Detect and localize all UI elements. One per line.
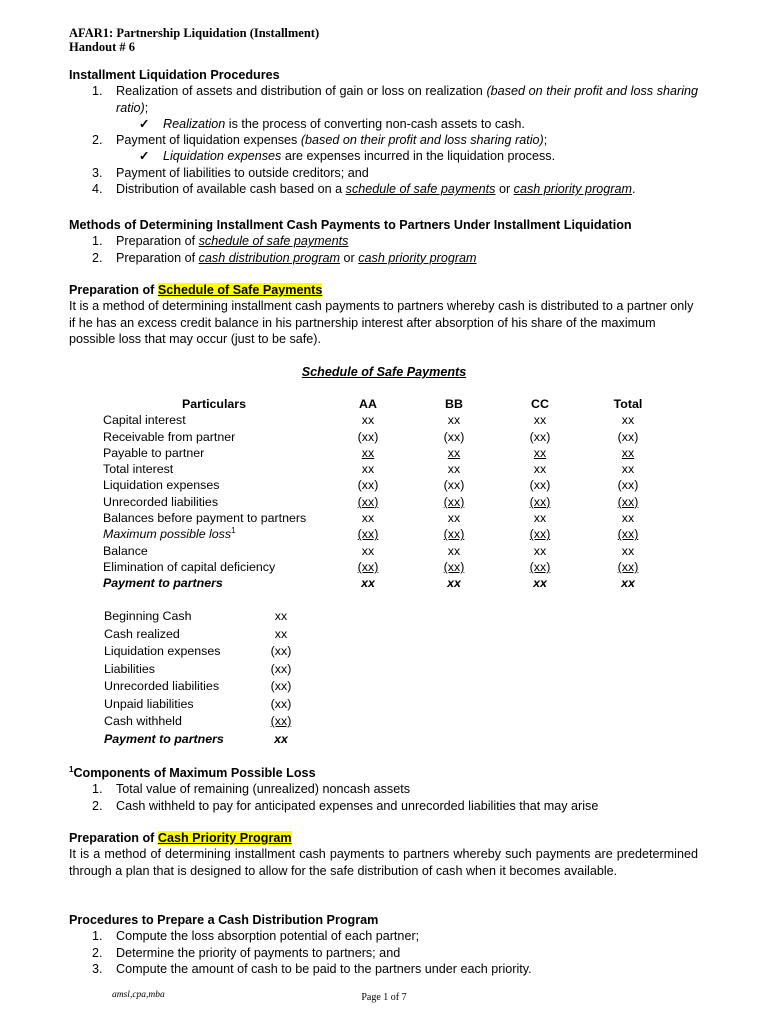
table-row — [101, 678, 318, 696]
row-label: Payment to partners — [104, 731, 224, 746]
item-underlined: schedule of safe payments — [345, 182, 496, 197]
table-cell: xx — [361, 511, 375, 526]
item-text: Preparation of — [116, 234, 199, 249]
row-label: Balance — [103, 543, 148, 558]
table-cell: xx — [621, 511, 635, 526]
table-row — [99, 412, 673, 428]
item-underlined: cash priority program — [358, 250, 477, 265]
table-cell: (xx) — [617, 527, 639, 542]
table-cell: xx — [361, 445, 375, 460]
check-item — [69, 116, 698, 132]
table-cell: (xx) — [443, 429, 465, 444]
check-icon: ✓ — [139, 116, 150, 131]
table-cell: xx — [621, 543, 635, 558]
row-label: Payable to partner — [103, 445, 205, 460]
item-text: Total value of remaining (unrealized) noncash assets — [116, 782, 411, 797]
table-cell: xx — [447, 543, 461, 558]
item-text: Determine the priority of payments to partners; and — [116, 945, 401, 960]
table-cell: xx — [447, 511, 461, 526]
table-cell: (xx) — [443, 559, 465, 574]
row-label: Unpaid liabilities — [104, 696, 194, 711]
methods-section — [69, 217, 698, 266]
table-cell: (xx) — [443, 478, 465, 493]
item-number: 3. — [92, 165, 103, 180]
safe-paragraph: It is a method of determining installment cash payments to partners whereby cash is distributed to a partner only if he has an excess credit balance in his partnership interest after absorption of his share of the maximum possible loss that may occur (just to be safe). — [69, 299, 694, 346]
list-item — [69, 250, 698, 266]
table-cell: xx — [621, 462, 635, 477]
check-term: Realization — [163, 116, 226, 131]
cdp-heading: Procedures to Prepare a Cash Distribution Program — [69, 913, 379, 927]
footer-author: amsl,cpa,mba — [112, 990, 165, 1000]
row-label: Receivable from partner — [103, 429, 236, 444]
item-number: 1. — [92, 929, 103, 944]
table-row — [99, 575, 673, 591]
table-cell: (xx) — [357, 559, 379, 574]
list-item — [69, 233, 698, 249]
item-text: Realization of assets and distribution of gain or loss on realization — [116, 84, 487, 99]
table-cell: xx — [533, 413, 547, 428]
list-item — [69, 83, 698, 116]
components-section — [69, 765, 698, 814]
table-row — [101, 661, 318, 679]
table-cell: (xx) — [357, 527, 379, 542]
row-label: Cash realized — [104, 626, 180, 641]
item-number: 2. — [92, 945, 103, 960]
col-header: Total — [613, 397, 643, 411]
list-item — [69, 132, 698, 148]
table-row — [99, 429, 673, 445]
item-number: 4. — [92, 182, 103, 197]
table-row — [99, 494, 673, 510]
check-text: are expenses incurred in the liquidation process. — [281, 149, 556, 164]
table-cell: (xx) — [617, 559, 639, 574]
item-text: Distribution of available cash based on a — [116, 182, 346, 197]
col-header: CC — [531, 397, 549, 411]
row-label: Elimination of capital deficiency — [103, 559, 276, 574]
row-label: Beginning Cash — [104, 609, 192, 623]
table-cell: xx — [447, 462, 461, 477]
list-item — [69, 781, 698, 797]
document-title: AFAR1: Partnership Liquidation (Installment) — [69, 26, 320, 40]
table-cell: xx — [447, 576, 461, 591]
table-row — [101, 731, 318, 749]
table-row — [99, 461, 673, 477]
row-label: Liquidation expenses — [104, 644, 221, 658]
table-row — [99, 510, 673, 526]
table-row — [99, 445, 673, 461]
item-number: 1. — [92, 234, 103, 249]
item-text: Compute the loss absorption potential of each partner; — [116, 929, 420, 944]
item-mid: or — [495, 182, 514, 197]
check-icon: ✓ — [139, 149, 150, 164]
item-italic: (based on their profit and loss sharing ratio) — [300, 133, 544, 148]
table-cell: (xx) — [617, 478, 639, 493]
item-text: Preparation of — [116, 250, 199, 265]
table-cell: (xx) — [357, 494, 379, 509]
priority-heading-pre: Preparation of — [69, 831, 158, 845]
check-text: is the process of converting non-cash assets to cash. — [225, 116, 525, 131]
item-italic: (based on their profit and loss sharing ratio) — [116, 84, 698, 115]
schedule-title: Schedule of Safe Payments — [301, 365, 467, 379]
safe-payments-section — [69, 282, 698, 347]
item-text: Payment of liabilities to outside creditors; and — [116, 165, 369, 180]
footer-page-number: Page 1 of 7 — [361, 992, 407, 1003]
priority-section — [69, 830, 698, 879]
check-term: Liquidation expenses — [163, 149, 282, 164]
cdp-list — [69, 928, 698, 977]
footnote-marker: 1 — [69, 764, 74, 774]
row-label: Balances before payment to partners — [103, 511, 307, 526]
item-tail: ; — [144, 100, 149, 115]
methods-heading: Methods of Determining Installment Cash Payments to Partners Under Installment Liquidation — [69, 218, 632, 232]
components-list — [69, 781, 698, 814]
methods-list — [69, 233, 698, 266]
priority-paragraph: It is a method of determining installment cash payments to partners whereby such payments are predetermined through a plan that is designed to allow for the safe distribution of cash when it becomes available. — [69, 847, 698, 878]
priority-heading-highlight: Cash Priority Program — [157, 831, 292, 845]
check-item — [69, 148, 698, 164]
table-cell: xx — [621, 576, 635, 591]
table-cell: xx — [533, 462, 547, 477]
row-label: Payment to partners — [103, 576, 223, 591]
item-number: 2. — [92, 798, 103, 813]
col-header: BB — [445, 397, 463, 411]
table-cell: xx — [621, 445, 635, 460]
table-cell: xx — [533, 511, 547, 526]
table-cell: (xx) — [529, 429, 551, 444]
table-row — [101, 696, 318, 714]
item-text: Compute the amount of cash to be paid to the partners under each priority. — [116, 961, 532, 976]
table-cell: xx — [274, 609, 288, 623]
table-row — [99, 559, 673, 575]
safe-heading — [69, 282, 698, 298]
item-number: 1. — [92, 782, 103, 797]
table-row — [101, 713, 318, 731]
row-label: Unrecorded liabilities — [104, 679, 220, 693]
row-label: Total interest — [103, 462, 174, 477]
row-label: Capital interest — [103, 413, 186, 428]
item-number: 3. — [92, 961, 103, 976]
document-header — [69, 26, 319, 54]
list-item — [69, 945, 698, 961]
list-item — [69, 798, 698, 814]
item-number: 2. — [92, 250, 103, 265]
table-cell: (xx) — [529, 494, 551, 509]
col-header: Particulars — [181, 397, 247, 411]
table-cell: (xx) — [529, 527, 551, 542]
table-row — [101, 626, 318, 644]
item-tail: . — [631, 182, 636, 197]
table-cell: (xx) — [617, 494, 639, 509]
safe-heading-pre: Preparation of — [69, 283, 158, 297]
table-cell: xx — [361, 576, 375, 591]
list-item — [69, 181, 698, 197]
list-item — [69, 928, 698, 944]
safe-payments-table — [99, 396, 673, 592]
procedures-list — [69, 83, 698, 197]
table-cell: (xx) — [529, 478, 551, 493]
row-label: Maximum possible loss$^1$ — [103, 526, 236, 542]
table-cell: xx — [274, 731, 288, 746]
table-cell: (xx) — [270, 714, 292, 728]
table-cell: xx — [533, 445, 547, 460]
safe-table-body — [99, 412, 673, 591]
table-row — [101, 608, 318, 626]
components-heading-text: Components of Maximum Possible Loss — [73, 766, 316, 780]
row-label: Liquidation expenses — [103, 478, 220, 493]
item-underlined: schedule of safe payments — [198, 234, 349, 249]
table-cell: xx — [361, 462, 375, 477]
table-cell: (xx) — [270, 661, 292, 676]
table-cell: (xx) — [270, 679, 292, 693]
table-cell: (xx) — [357, 429, 379, 444]
item-underlined: cash distribution program — [198, 250, 341, 265]
table-cell: xx — [274, 626, 288, 641]
col-header: AA — [359, 397, 377, 411]
list-item — [69, 165, 698, 181]
item-underlined: cash priority program — [513, 182, 632, 197]
components-heading — [69, 765, 698, 781]
procedures-heading: Installment Liquidation Procedures — [69, 68, 280, 82]
item-mid: or — [340, 250, 359, 265]
row-label: Liabilities — [104, 661, 155, 676]
cdp-section — [69, 912, 698, 977]
table-cell: xx — [447, 413, 461, 428]
table-header-row — [99, 396, 673, 412]
item-tail: ; — [543, 133, 548, 148]
table-cell: xx — [447, 445, 461, 460]
footnote-marker: 1 — [231, 526, 236, 536]
table-cell: (xx) — [443, 527, 465, 542]
table-cell: (xx) — [357, 478, 379, 493]
table-row — [99, 477, 673, 493]
table-cell: (xx) — [270, 644, 292, 658]
item-number: 1. — [92, 84, 103, 99]
table-cell: xx — [533, 543, 547, 558]
table-row — [99, 543, 673, 559]
procedures-section — [69, 67, 698, 197]
cash-table-body — [101, 608, 318, 748]
handout-number: Handout # 6 — [69, 40, 135, 54]
list-item — [69, 961, 698, 977]
priority-heading — [69, 830, 698, 846]
table-cell: (xx) — [617, 429, 639, 444]
table-cell: xx — [621, 413, 635, 428]
table-cell: (xx) — [270, 696, 292, 711]
table-row — [99, 526, 673, 542]
table-row — [101, 643, 318, 661]
item-number: 2. — [92, 133, 103, 148]
row-label: Cash withheld — [104, 714, 182, 728]
row-label: Unrecorded liabilities — [103, 494, 219, 509]
table-cell: xx — [533, 576, 547, 591]
safe-heading-highlight: Schedule of Safe Payments — [157, 283, 323, 297]
cash-table — [101, 608, 318, 748]
table-cell: xx — [361, 543, 375, 558]
table-cell: (xx) — [529, 559, 551, 574]
item-text: Cash withheld to pay for anticipated expenses and unrecorded liabilities that may arise — [116, 798, 599, 813]
item-text: Payment of liquidation expenses — [116, 133, 301, 148]
table-cell: xx — [361, 413, 375, 428]
table-cell: (xx) — [443, 494, 465, 509]
